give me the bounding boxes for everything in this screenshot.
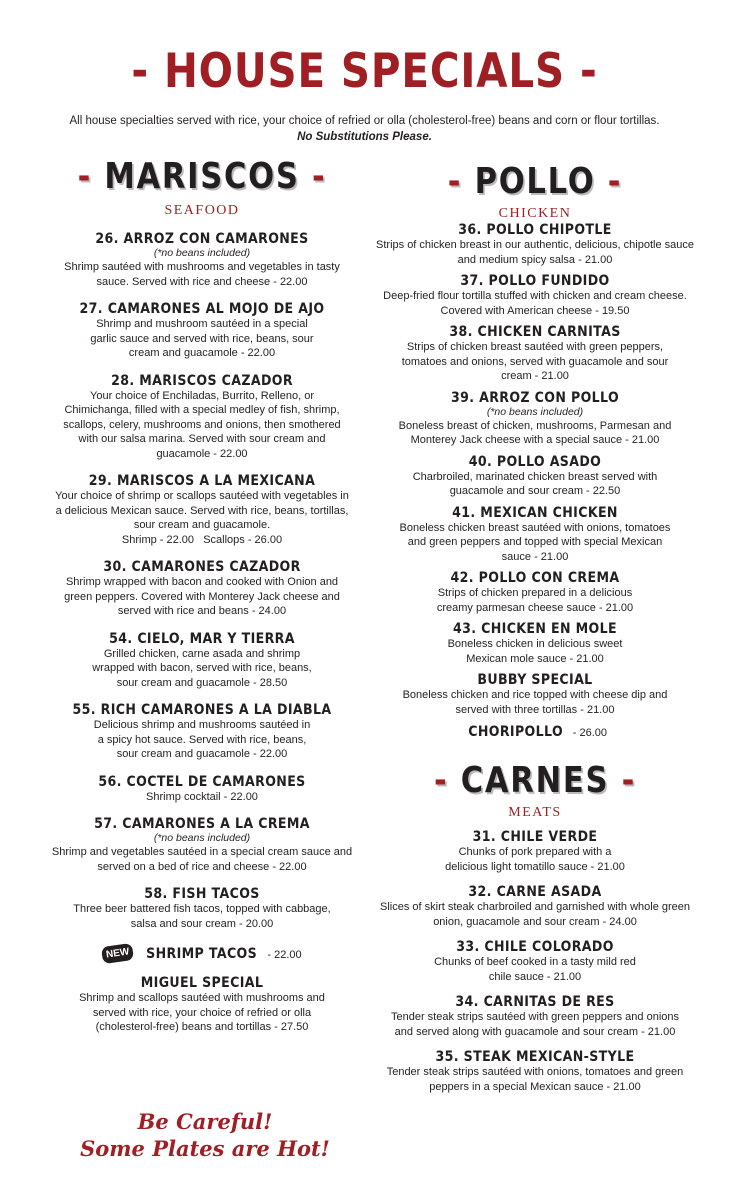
pollo-carnes-column [375, 160, 695, 1094]
item-name: 31. CHILE VERDE [472, 829, 598, 845]
item-desc: Shrimp and scallops sautéed with mushrooms and served with rice, your choice of refried or olla (cholesterol-free) beans and tortillas - 27.50 [79, 992, 325, 1033]
mariscos-subtitle: SEAFOOD [164, 203, 240, 218]
item-name: 33. CHILE COLORADO [456, 939, 614, 955]
item-name: 57. CAMARONES A LA CREMA [94, 816, 310, 832]
menu-item [375, 829, 695, 874]
menu-item [375, 324, 695, 384]
item-name: 37. POLLO FUNDIDO [460, 273, 610, 289]
item-name: 32. CARNE ASADA [468, 884, 602, 900]
item-prices: Shrimp - 22.00 Scallops - 26.00 [121, 533, 283, 546]
item-desc: Slices of skirt steak charbroiled and garnished with whole green onion, guacamole and sour cream - 24.00 [380, 901, 690, 928]
menu-item [35, 886, 369, 931]
menu-item [35, 301, 369, 361]
intro-line: All house specialties served with rice, your choice of refried or olla (cholesterol-free) beans and corn or flour tortillas. [69, 115, 660, 127]
menu-item [375, 621, 695, 666]
item-name: 36. POLLO CHIPOTLE [458, 222, 612, 238]
menu-item [375, 570, 695, 615]
menu-item [35, 774, 369, 805]
item-name: 30. CAMARONES CAZADOR [103, 559, 301, 575]
pollo-subtitle: CHICKEN [498, 206, 572, 221]
item-name: MIGUEL SPECIAL [140, 975, 264, 991]
item-name: 41. MEXICAN CHICKEN [452, 504, 618, 521]
item-name: BUBBY SPECIAL [477, 672, 593, 688]
footer-warning [40, 1108, 370, 1162]
item-desc: Boneless chicken in delicious sweet Mexican mole sauce - 21.00 [447, 638, 623, 665]
item-name: 42. POLLO CON CREMA [450, 570, 620, 586]
item-desc: Shrimp and vegetables sautéed in a special cream sauce and served on a bed of rice and cheese - 22.00 [51, 846, 353, 873]
item-desc: Shrimp and mushroom sautéed in a special garlic sauce and served with rice, beans, sour cream and guacamole - 22.00 [90, 318, 314, 359]
menu-item [35, 702, 369, 762]
carnes-subtitle: MEATS [508, 805, 562, 820]
item-name: 54. CIELO, MAR Y TIERRA [109, 630, 295, 647]
menu-item [375, 454, 695, 499]
item-name: 43. CHICKEN EN MOLE [452, 621, 617, 637]
menu-item-shrimp-tacos [35, 945, 369, 963]
menu-item [375, 273, 695, 318]
item-desc: Strips of chicken breast in our authentic, delicious, chipotle sauce and medium spicy salsa - 21.00 [376, 239, 694, 266]
menu-item [375, 939, 695, 984]
item-desc: Delicious shrimp and mushrooms sautéed in a spicy hot sauce. Served with rice, beans, sour cream and guacamole - 22.00 [93, 719, 311, 760]
menu-item [375, 390, 695, 448]
item-name: CHORIPOLLO [468, 724, 564, 740]
menu-item [35, 631, 369, 691]
menu-item [375, 1049, 695, 1094]
intro-text [0, 113, 729, 145]
mariscos-heading: - MARISCOS - [77, 156, 327, 197]
item-desc: Grilled chicken, carne asada and shrimp wrapped with bacon, served with rice, beans, sour cream and guacamole - 28.50 [92, 647, 312, 689]
item-name: 26. ARROZ CON CAMARONES [95, 231, 309, 247]
menu-item [35, 373, 369, 462]
menu-item [35, 473, 369, 547]
carnes-heading: - CARNES - [434, 760, 636, 801]
no-substitutions-note: No Substitutions Please. [297, 131, 432, 143]
item-desc: Tender steak strips sautéed with onions, tomatoes and green peppers in a special Mexican sauce - 21.00 [386, 1066, 684, 1093]
item-desc: Your choice of shrimp or scallops sautéed with vegetables in a delicious Mexican sauce. Served with rice, beans, tortillas, sour cream and guacamole. [55, 490, 349, 531]
item-desc: Strips of chicken breast sautéed with green peppers, tomatoes and onions, served with guacamole and sour cream - 21.00 [401, 341, 669, 382]
item-name: 39. ARROZ CON POLLO [450, 389, 620, 406]
item-desc: Chunks of pork prepared with a delicious light tomatillo sauce - 21.00 [445, 846, 625, 873]
item-name: 56. COCTEL DE CAMARONES [98, 773, 306, 790]
warning-line-2: Some Plates are Hot! [80, 1136, 330, 1161]
item-price: - 22.00 [267, 949, 302, 961]
item-name: 29. MARISCOS A LA MEXICANA [88, 473, 316, 489]
menu-item [375, 505, 695, 565]
item-desc: Tender steak strips sautéed with green peppers and onions and served along with guacamole and sour cream - 21.00 [390, 1011, 679, 1038]
item-desc: Boneless breast of chicken, mushrooms, Parmesan and Monterey Jack cheese with a special sauce - 21.00 [398, 419, 672, 446]
menu-item [375, 672, 695, 717]
menu-item [375, 994, 695, 1039]
item-desc: Charbroiled, marinated chicken breast served with guacamole and sour cream - 22.50 [412, 470, 658, 497]
item-note: (*no beans included) [486, 405, 584, 418]
item-desc: Boneless chicken and rice topped with cheese dip and served with three tortillas - 21.00 [402, 689, 668, 716]
page-title: - HOUSE SPECIALS - [131, 44, 598, 99]
item-desc: Your choice of Enchiladas, Burrito, Relleno, or Chimichanga, filled with a special medley of fish, shrimp, scallops, celery, mushrooms and onions, then smothered with our salsa marina. Served with sour cream and guacamole - 22.00 [63, 389, 341, 460]
item-name: 40. POLLO ASADO [468, 453, 602, 470]
menu-item [35, 231, 369, 289]
item-name: 58. FISH TACOS [144, 886, 260, 902]
item-desc: Chunks of beef cooked in a tasty mild red chile sauce - 21.00 [434, 956, 636, 983]
warning-line-1: Be Careful! [137, 1109, 273, 1134]
item-desc: Three beer battered fish tacos, topped with cabbage, salsa and sour cream - 20.00 [73, 903, 331, 930]
new-badge-icon: NEW [101, 943, 134, 964]
item-note: (*no beans included) [153, 247, 251, 259]
item-name: 27. CAMARONES AL MOJO DE AJO [79, 301, 325, 317]
item-price: - 26.00 [572, 727, 607, 739]
item-desc: Strips of chicken prepared in a delicious creamy parmesan cheese sauce - 21.00 [436, 587, 634, 614]
item-desc: Shrimp sautéed with mushrooms and vegetables in tasty sauce. Served with rice and cheese - 22.00 [64, 261, 340, 288]
item-desc: Shrimp wrapped with bacon and cooked with Onion and green peppers. Covered with Monterey Jack cheese and served with rice and beans - 24.00 [64, 576, 340, 617]
item-desc: Shrimp cocktail - 22.00 [146, 790, 258, 803]
menu-item [375, 222, 695, 267]
item-desc: Boneless chicken breast sautéed with onions, tomatoes and green peppers and topped with special Mexican sauce - 21.00 [399, 521, 671, 563]
item-name: SHRIMP TACOS [145, 946, 257, 962]
pollo-heading: - POLLO - [447, 161, 623, 202]
menu-item [35, 559, 369, 619]
menu-item [375, 884, 695, 929]
menu-item [35, 816, 369, 874]
item-name: 34. CARNITAS DE RES [455, 994, 615, 1010]
item-name: 35. STEAK MEXICAN-STYLE [435, 1049, 635, 1065]
mariscos-column [35, 155, 369, 1035]
item-name: 38. CHICKEN CARNITAS [449, 324, 621, 340]
item-name: 55. RICH CAMARONES A LA DIABLA [72, 702, 332, 718]
menu-item-choripollo [375, 723, 695, 741]
item-name: 28. MARISCOS CAZADOR [111, 372, 293, 389]
item-note: (*no beans included) [153, 832, 251, 844]
menu-item [35, 975, 369, 1035]
item-desc: Deep-fried flour tortilla stuffed with chicken and cream cheese. Covered with American cheese - 19.50 [383, 290, 687, 317]
